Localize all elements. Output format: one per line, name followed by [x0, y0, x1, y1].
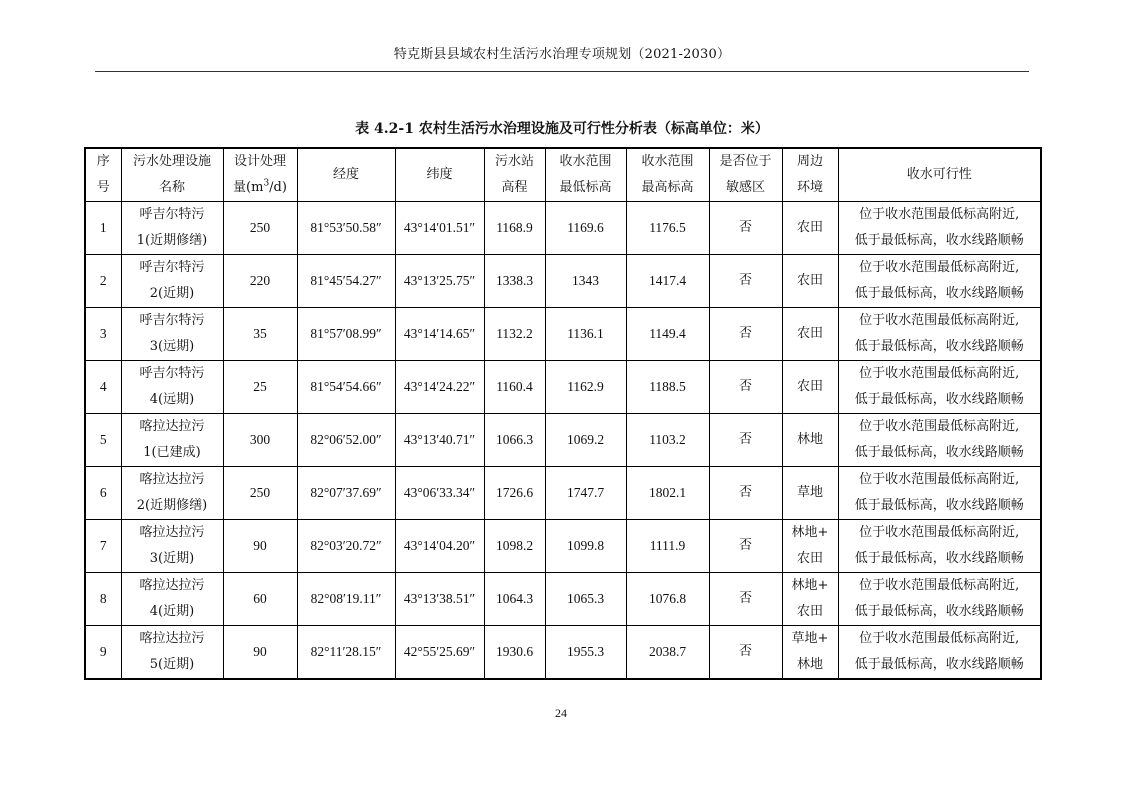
environment-cell: 草地+ 林地 — [782, 626, 838, 680]
facility-name-cell: 呼吉尔特污 2(近期) — [121, 255, 223, 308]
environment-cell: 农田 — [782, 255, 838, 308]
facility-name-cell: 喀拉达拉污 4(近期) — [121, 573, 223, 626]
sensitive-cell: 否 — [709, 626, 782, 680]
max-elevation-cell: 1188.5 — [626, 361, 709, 414]
feasibility-cell: 位于收水范围最低标高附近, 低于最低标高，收水线路顺畅 — [838, 414, 1041, 467]
elevation-cell: 1726.6 — [484, 467, 545, 520]
header-longitude: 经度 — [297, 148, 395, 202]
header-rule — [95, 71, 1029, 72]
longitude-cell: 81°45′54.27″ — [297, 255, 395, 308]
seq-cell: 3 — [85, 308, 121, 361]
seq-cell: 1 — [85, 202, 121, 255]
feasibility-cell: 位于收水范围最低标高附近, 低于最低标高，收水线路顺畅 — [838, 626, 1041, 680]
latitude-cell: 43°14′01.51″ — [395, 202, 484, 255]
header-elevation: 污水站 高程 — [484, 148, 545, 202]
max-elevation-cell: 1176.5 — [626, 202, 709, 255]
capacity-cell: 25 — [223, 361, 297, 414]
capacity-cell: 90 — [223, 520, 297, 573]
capacity-cell: 60 — [223, 573, 297, 626]
min-elevation-cell: 1955.3 — [545, 626, 626, 680]
max-elevation-cell: 1802.1 — [626, 467, 709, 520]
max-elevation-cell: 1076.8 — [626, 573, 709, 626]
longitude-cell: 81°54′54.66″ — [297, 361, 395, 414]
min-elevation-cell: 1065.3 — [545, 573, 626, 626]
environment-cell: 农田 — [782, 361, 838, 414]
header-latitude: 纬度 — [395, 148, 484, 202]
capacity-cell: 90 — [223, 626, 297, 680]
capacity-cell: 250 — [223, 202, 297, 255]
longitude-cell: 82°06′52.00″ — [297, 414, 395, 467]
longitude-cell: 82°11′28.15″ — [297, 626, 395, 680]
feasibility-cell: 位于收水范围最低标高附近, 低于最低标高，收水线路顺畅 — [838, 520, 1041, 573]
min-elevation-cell: 1162.9 — [545, 361, 626, 414]
environment-cell: 草地 — [782, 467, 838, 520]
seq-cell: 2 — [85, 255, 121, 308]
feasibility-cell: 位于收水范围最低标高附近, 低于最低标高，收水线路顺畅 — [838, 573, 1041, 626]
latitude-cell: 43°14′24.22″ — [395, 361, 484, 414]
page-header-title: 特克斯县县域农村生活污水治理专项规划（2021-2030） — [393, 47, 731, 62]
environment-cell: 农田 — [782, 308, 838, 361]
min-elevation-cell: 1169.6 — [545, 202, 626, 255]
table-row — [85, 361, 1041, 414]
latitude-cell: 43°14′14.65″ — [395, 308, 484, 361]
table-row — [85, 626, 1041, 680]
facility-name-cell: 呼吉尔特污 3(远期) — [121, 308, 223, 361]
table-row — [85, 255, 1041, 308]
header-environment: 周边 环境 — [782, 148, 838, 202]
longitude-cell: 82°03′20.72″ — [297, 520, 395, 573]
header-name: 污水处理设施 名称 — [121, 148, 223, 202]
sensitive-cell: 否 — [709, 202, 782, 255]
max-elevation-cell: 1417.4 — [626, 255, 709, 308]
environment-cell: 林地 — [782, 414, 838, 467]
sensitive-cell: 否 — [709, 361, 782, 414]
max-elevation-cell: 1103.2 — [626, 414, 709, 467]
max-elevation-cell: 1149.4 — [626, 308, 709, 361]
facility-name-cell: 喀拉达拉污 5(近期) — [121, 626, 223, 680]
facility-name-cell: 喀拉达拉污 3(近期) — [121, 520, 223, 573]
min-elevation-cell: 1069.2 — [545, 414, 626, 467]
latitude-cell: 43°13′40.71″ — [395, 414, 484, 467]
capacity-cell: 250 — [223, 467, 297, 520]
min-elevation-cell: 1099.8 — [545, 520, 626, 573]
feasibility-cell: 位于收水范围最低标高附近, 低于最低标高，收水线路顺畅 — [838, 202, 1041, 255]
max-elevation-cell: 1111.9 — [626, 520, 709, 573]
table-header-row — [85, 148, 1041, 202]
sensitive-cell: 否 — [709, 255, 782, 308]
header-max-elevation: 收水范围 最高标高 — [626, 148, 709, 202]
table-row — [85, 414, 1041, 467]
facility-name-cell: 喀拉达拉污 2(近期修缮) — [121, 467, 223, 520]
environment-cell: 林地+ 农田 — [782, 520, 838, 573]
capacity-cell: 220 — [223, 255, 297, 308]
header-seq: 序 号 — [85, 148, 121, 202]
capacity-cell: 35 — [223, 308, 297, 361]
latitude-cell: 43°13′38.51″ — [395, 573, 484, 626]
longitude-cell: 81°57′08.99″ — [297, 308, 395, 361]
header-feasibility: 收水可行性 — [838, 148, 1041, 202]
elevation-cell: 1168.9 — [484, 202, 545, 255]
feasibility-cell: 位于收水范围最低标高附近, 低于最低标高，收水线路顺畅 — [838, 467, 1041, 520]
seq-cell: 4 — [85, 361, 121, 414]
seq-cell: 8 — [85, 573, 121, 626]
seq-cell: 5 — [85, 414, 121, 467]
elevation-cell: 1098.2 — [484, 520, 545, 573]
longitude-cell: 81°53′50.58″ — [297, 202, 395, 255]
longitude-cell: 82°07′37.69″ — [297, 467, 395, 520]
seq-cell: 6 — [85, 467, 121, 520]
seq-cell: 7 — [85, 520, 121, 573]
header-capacity: 设计处理 量$(m^3/d)$ — [223, 148, 297, 202]
sensitive-cell: 否 — [709, 414, 782, 467]
elevation-cell: 1160.4 — [484, 361, 545, 414]
min-elevation-cell: 1136.1 — [545, 308, 626, 361]
facility-table — [84, 147, 1042, 680]
table-row — [85, 520, 1041, 573]
longitude-cell: 82°08′19.11″ — [297, 573, 395, 626]
latitude-cell: 43°13′25.75″ — [395, 255, 484, 308]
latitude-cell: 43°14′04.20″ — [395, 520, 484, 573]
header-min-elevation: 收水范围 最低标高 — [545, 148, 626, 202]
table-row — [85, 308, 1041, 361]
elevation-cell: 1132.2 — [484, 308, 545, 361]
feasibility-cell: 位于收水范围最低标高附近, 低于最低标高，收水线路顺畅 — [838, 255, 1041, 308]
page-number: 24 — [555, 706, 567, 720]
latitude-cell: 42°55′25.69″ — [395, 626, 484, 680]
elevation-cell: 1338.3 — [484, 255, 545, 308]
table-row — [85, 467, 1041, 520]
capacity-cell: 300 — [223, 414, 297, 467]
sensitive-cell: 否 — [709, 308, 782, 361]
min-elevation-cell: 1747.7 — [545, 467, 626, 520]
table-row — [85, 202, 1041, 255]
table-row — [85, 573, 1041, 626]
header-sensitive: 是否位于 敏感区 — [709, 148, 782, 202]
elevation-cell: 1930.6 — [484, 626, 545, 680]
min-elevation-cell: 1343 — [545, 255, 626, 308]
sensitive-cell: 否 — [709, 520, 782, 573]
sensitive-cell: 否 — [709, 467, 782, 520]
sensitive-cell: 否 — [709, 573, 782, 626]
latitude-cell: 43°06′33.34″ — [395, 467, 484, 520]
feasibility-cell: 位于收水范围最低标高附近, 低于最低标高，收水线路顺畅 — [838, 308, 1041, 361]
elevation-cell: 1064.3 — [484, 573, 545, 626]
facility-name-cell: 喀拉达拉污 1(已建成) — [121, 414, 223, 467]
facility-name-cell: 呼吉尔特污 4(远期) — [121, 361, 223, 414]
feasibility-cell: 位于收水范围最低标高附近, 低于最低标高，收水线路顺畅 — [838, 361, 1041, 414]
environment-cell: 农田 — [782, 202, 838, 255]
seq-cell: 9 — [85, 626, 121, 680]
facility-name-cell: 呼吉尔特污 1(近期修缮) — [121, 202, 223, 255]
elevation-cell: 1066.3 — [484, 414, 545, 467]
max-elevation-cell: 2038.7 — [626, 626, 709, 680]
environment-cell: 林地+ 农田 — [782, 573, 838, 626]
table-caption: 表 4.2-1 农村生活污水治理设施及可行性分析表（标高单位：米） — [355, 121, 769, 137]
